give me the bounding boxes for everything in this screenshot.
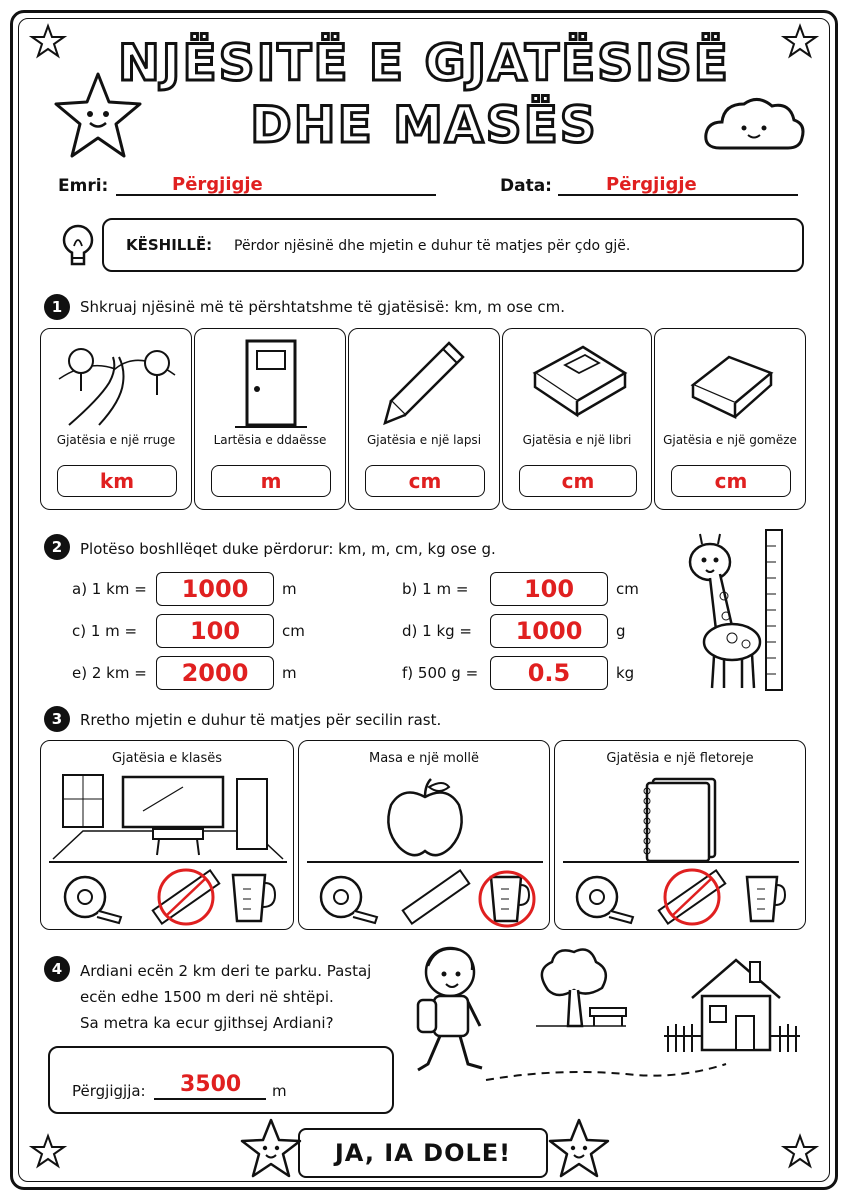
q2-answer-box[interactable]: 100 bbox=[156, 614, 274, 648]
tape-measure-icon bbox=[577, 877, 633, 923]
q1-caption: Gjatësia e një libri bbox=[522, 433, 632, 447]
q1-caption: Gjatësia e një gomëze bbox=[663, 433, 797, 447]
date-field[interactable]: Përgjigje bbox=[606, 174, 697, 195]
tape-measure-icon bbox=[321, 877, 377, 923]
q1-answer-box[interactable]: cm bbox=[365, 465, 485, 497]
bench-icon bbox=[590, 1008, 626, 1026]
tools-row bbox=[571, 867, 793, 925]
q1-card-book bbox=[502, 328, 652, 510]
q2-unit: cm bbox=[282, 622, 305, 640]
q3-card-notebook bbox=[554, 740, 806, 930]
q1-caption: Gjatësia e një rruge bbox=[56, 433, 176, 447]
name-line bbox=[116, 194, 436, 196]
q3-card-apple bbox=[298, 740, 550, 930]
name-label: Emri: bbox=[58, 176, 109, 196]
q2-prompt: Plotëso boshllëqet duke përdorur: km, m, cm, kg ose g. bbox=[80, 540, 496, 558]
corner-star-icon bbox=[782, 1134, 818, 1170]
q3-caption: Masa e një mollë bbox=[368, 751, 479, 766]
q1-caption: Gjatësia e një lapsi bbox=[366, 433, 482, 447]
divider bbox=[563, 861, 799, 863]
divider bbox=[49, 861, 287, 863]
q2-equation: b) 1 m = bbox=[402, 580, 469, 598]
smiling-star-icon bbox=[52, 70, 144, 160]
pencil-icon bbox=[383, 339, 467, 425]
q2-equation: e) 2 km = bbox=[72, 664, 147, 682]
tools-row bbox=[59, 867, 279, 925]
q2-equation: f) 500 g = bbox=[402, 664, 479, 682]
q1-card-eraser bbox=[654, 328, 806, 510]
classroom-icon bbox=[53, 771, 283, 859]
q1-answer-box[interactable]: km bbox=[57, 465, 177, 497]
q1-answer-box[interactable]: cm bbox=[671, 465, 791, 497]
q2-answer-box[interactable]: 0.5 bbox=[490, 656, 608, 690]
q2-unit: g bbox=[616, 622, 626, 640]
walking-path bbox=[486, 1064, 726, 1080]
q2-unit: m bbox=[282, 664, 297, 682]
title-line-2: DHE MASËS bbox=[250, 96, 598, 154]
measuring-cup-icon bbox=[480, 872, 534, 926]
door-icon bbox=[235, 337, 307, 431]
apple-icon bbox=[383, 777, 467, 861]
notebook-icon bbox=[641, 775, 721, 861]
q2-answer-box[interactable]: 2000 bbox=[156, 656, 274, 690]
q1-card-road bbox=[40, 328, 192, 510]
q4-answer-field[interactable]: 3500 bbox=[180, 1072, 242, 1097]
smiling-star-icon bbox=[546, 1118, 612, 1180]
q2-equation: c) 1 m = bbox=[72, 622, 138, 640]
q2-unit: m bbox=[282, 580, 297, 598]
q3-caption: Gjatësia e një fletoreje bbox=[606, 751, 754, 766]
road-icon bbox=[59, 339, 175, 429]
ruler-icon bbox=[153, 870, 220, 924]
q2-number: 2 bbox=[44, 534, 70, 560]
q3-caption: Gjatësia e klasës bbox=[111, 751, 222, 766]
q4-line: Sa metra ka ecur gjithsej Ardiani? bbox=[80, 1014, 334, 1032]
house-icon bbox=[664, 960, 800, 1052]
q2-unit: cm bbox=[616, 580, 639, 598]
tools-row bbox=[315, 867, 537, 925]
q1-answer-box[interactable]: cm bbox=[519, 465, 637, 497]
tip-label: KËSHILLË: bbox=[126, 236, 213, 254]
q1-answer-box[interactable]: m bbox=[211, 465, 331, 497]
q1-caption: Lartësia e ddaësse bbox=[213, 433, 327, 447]
cloud-icon bbox=[702, 92, 806, 154]
tip-text: Përdor njësinë dhe mjetin e duhur të matjes për çdo gjë. bbox=[234, 238, 631, 254]
q4-answer-label: Përgjigjja: bbox=[72, 1082, 146, 1100]
book-icon bbox=[529, 343, 629, 423]
story-scene bbox=[406, 940, 806, 1090]
ruler-icon bbox=[659, 870, 726, 924]
q4-line: Ardiani ecën 2 km deri te parku. Pastaj bbox=[80, 962, 372, 980]
q3-card-classroom bbox=[40, 740, 294, 930]
q1-card-door bbox=[194, 328, 346, 510]
ruler-icon bbox=[403, 870, 470, 923]
date-label: Data: bbox=[500, 176, 552, 196]
q4-answer-unit: m bbox=[272, 1082, 287, 1100]
title-line-1: NJËSITË E GJATËSISË bbox=[118, 34, 730, 92]
q3-number: 3 bbox=[44, 706, 70, 732]
q2-equation: d) 1 kg = bbox=[402, 622, 472, 640]
lightbulb-icon bbox=[56, 218, 100, 278]
measuring-cup-icon bbox=[747, 877, 785, 921]
q4-answer-line bbox=[154, 1098, 266, 1100]
q2-equation: a) 1 km = bbox=[72, 580, 147, 598]
eraser-icon bbox=[689, 347, 775, 419]
q3-prompt: Rretho mjetin e duhur të matjes për secilin rast. bbox=[80, 711, 442, 729]
divider bbox=[307, 861, 543, 863]
tape-measure-icon bbox=[65, 877, 121, 923]
q1-card-pencil bbox=[348, 328, 500, 510]
corner-star-icon bbox=[30, 1134, 66, 1170]
q2-answer-box[interactable]: 1000 bbox=[490, 614, 608, 648]
q4-line: ecën edhe 1500 m deri në shtëpi. bbox=[80, 988, 334, 1006]
footer-banner: JA, IA DOLE! bbox=[298, 1128, 548, 1178]
name-field[interactable]: Përgjigje bbox=[172, 174, 263, 195]
smiling-star-icon bbox=[238, 1118, 304, 1180]
q1-prompt: Shkruaj njësinë më të përshtatshme të gjatësisë: km, m ose cm. bbox=[80, 298, 566, 316]
q2-answer-box[interactable]: 1000 bbox=[156, 572, 274, 606]
q4-number: 4 bbox=[44, 956, 70, 982]
q1-number: 1 bbox=[44, 294, 70, 320]
giraffe-icon bbox=[680, 526, 806, 694]
q2-answer-box[interactable]: 100 bbox=[490, 572, 608, 606]
walking-boy-icon bbox=[418, 948, 482, 1070]
measuring-cup-icon bbox=[233, 875, 275, 921]
q2-unit: kg bbox=[616, 664, 635, 682]
